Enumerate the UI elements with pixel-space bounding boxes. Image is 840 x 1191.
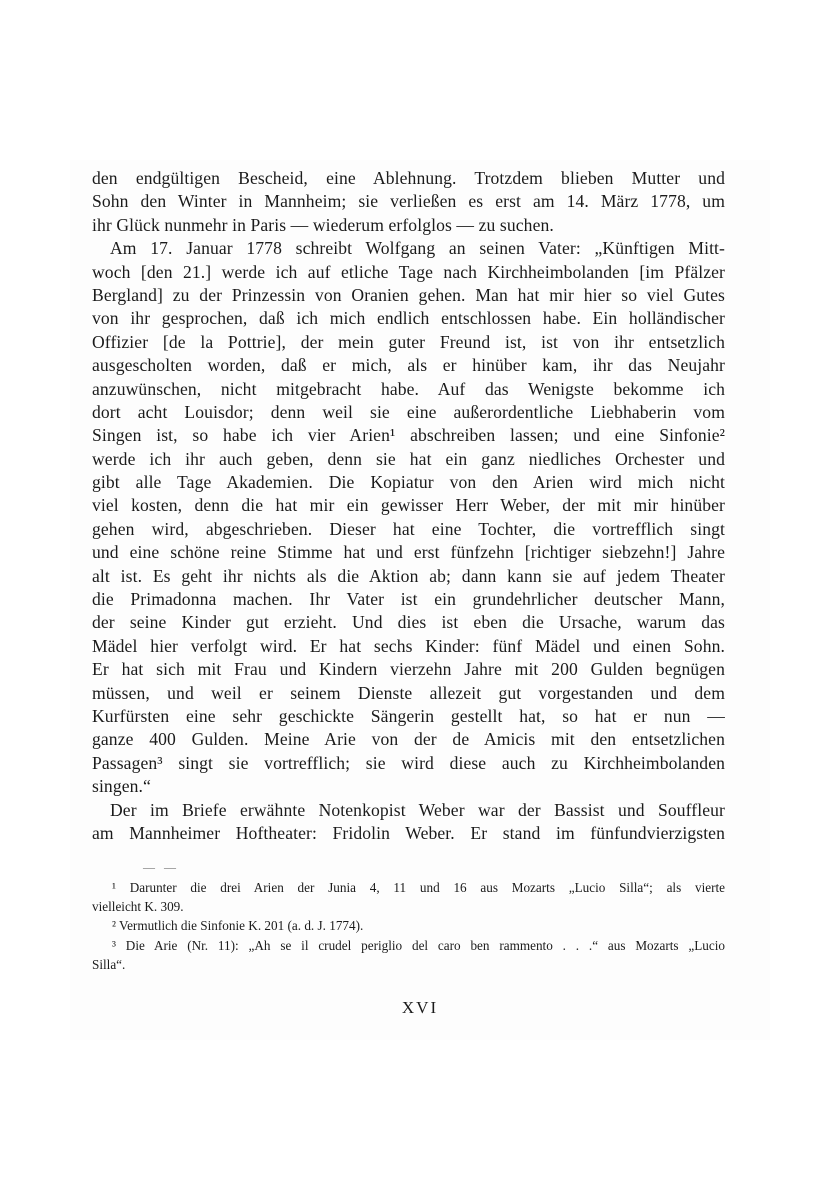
text-line: Mädel hier verfolgt wird. Er hat sechs Kinder: fünf Mädel und einen Sohn.	[92, 635, 725, 656]
text-line: Bergland] zu der Prinzessin von Oranien gehen. Man hat mir hier so viel Gutes	[92, 284, 725, 305]
text-line: Passagen³ singt sie vortrefflich; sie wird diese auch zu Kirchheimbolanden	[92, 752, 725, 773]
text-line: werde ich ihr auch geben, denn sie hat ein ganz niedliches Orchester und	[92, 448, 725, 469]
footnote-line: ² Vermutlich die Sinfonie K. 201 (a. d. J. 1774).	[112, 918, 364, 934]
text-line: viel kosten, denn die hat mir ein gewisser Herr Weber, der mit mir hinüber	[92, 495, 725, 516]
main-text	[92, 167, 725, 845]
text-line: die Primadonna machen. Ihr Vater ist ein grundehrlicher deutscher Mann,	[92, 589, 725, 610]
text-line: ganze 400 Gulden. Meine Arie von der de Amicis mit den entsetzlichen	[92, 729, 725, 750]
text-line: ausgescholten worden, daß er mich, als er hinüber kam, ihr das Neujahr	[92, 355, 725, 376]
text-line: den endgültigen Bescheid, eine Ablehnung. Trotzdem blieben Mutter und	[92, 168, 725, 188]
footnote-line: Silla“.	[92, 956, 126, 972]
footnote-separator: — —	[143, 860, 179, 874]
footnote-line: vielleicht K. 309.	[92, 899, 184, 915]
text-line: gibt alle Tage Akademien. Die Kopiatur von den Arien wird mich nicht	[92, 472, 725, 493]
text-line: alt ist. Es geht ihr nichts als die Aktion ab; dann kann sie auf jedem Theater	[92, 565, 725, 586]
text-line: woch [den 21.] werde ich auf etliche Tage nach Kirchheimbolanden [im Pfälzer	[92, 261, 725, 282]
text-line: ihr Glück nunmehr in Paris — wiederum erfolglos — zu suchen.	[92, 214, 554, 235]
text-line: Offizier [de la Pottrie], der mein guter Freund ist, ist von ihr entsetzlich	[92, 331, 725, 352]
text-line: Sohn den Winter in Mannheim; sie verließen es erst am 14. März 1778, um	[92, 191, 725, 212]
text-line: Kurfürsten eine sehr geschickte Sängerin gestellt hat, so hat er nun —	[92, 705, 725, 726]
text-line: Er hat sich mit Frau und Kindern vierzehn Jahre mit 200 Gulden begnügen	[92, 659, 725, 680]
text-line: der seine Kinder gut erzieht. Und dies ist eben die Ursache, warum das	[92, 612, 725, 633]
text-line: Der im Briefe erwähnte Notenkopist Weber war der Bassist und Souffleur	[110, 799, 725, 820]
text-line: gehen wird, abgeschrieben. Dieser hat eine Tochter, die vortrefflich singt	[92, 518, 725, 539]
text-line: müssen, und weil er seinem Dienste allezeit gut vorgestanden und dem	[92, 682, 725, 703]
text-line: Am 17. Januar 1778 schreibt Wolfgang an seinen Vater: „Künftigen Mitt-	[110, 238, 725, 259]
page-number: XVI	[401, 998, 439, 1017]
text-line: von ihr gesprochen, daß ich mich endlich entschlossen habe. Ein holländischer	[92, 308, 725, 329]
text-line: und eine schöne reine Stimme hat und erst fünfzehn [richtiger siebzehn!] Jahre	[92, 542, 725, 563]
text-line: Singen ist, so habe ich vier Arien¹ abschreiben lassen; und eine Sinfonie²	[92, 425, 725, 446]
footnotes	[92, 878, 725, 974]
footnote-line: ³ Die Arie (Nr. 11): „Ah se il crudel periglio del caro ben rammento . . .“ aus Mozarts „Lucio	[112, 937, 725, 953]
footnote-line: ¹ Darunter die drei Arien der Junia 4, 11 und 16 aus Mozarts „Lucio Silla“; als vierte	[112, 880, 725, 895]
text-line: dort acht Louisdor; denn weil sie eine außerordentliche Liebhaberin vom	[92, 401, 725, 422]
text-line: am Mannheimer Hoftheater: Fridolin Weber. Er stand im fünfundvierzigsten	[92, 822, 725, 843]
text-line: singen.“	[92, 776, 151, 797]
text-line: anzuwünschen, nicht mitgebracht habe. Auf das Wenigste bekomme ich	[92, 378, 725, 399]
